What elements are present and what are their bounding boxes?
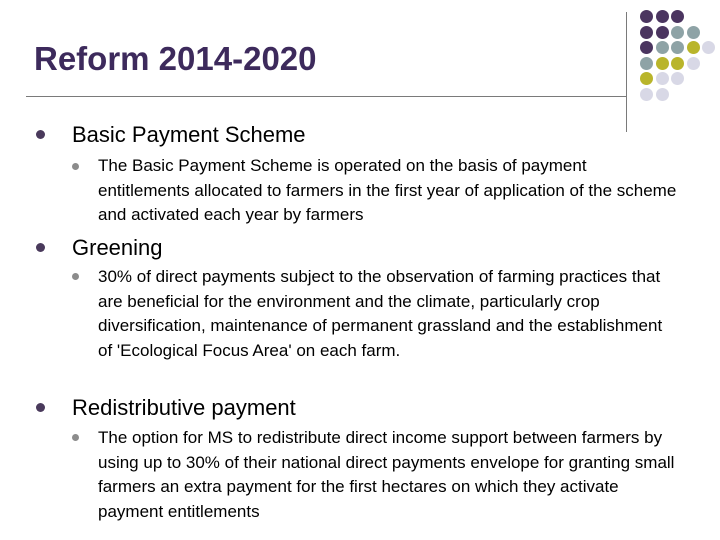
decorative-dot xyxy=(640,26,653,39)
decorative-dot xyxy=(640,72,653,85)
bullet-icon xyxy=(36,403,45,412)
sub-bullet-icon xyxy=(72,434,79,441)
decorative-dot xyxy=(687,41,700,54)
decorative-dot xyxy=(671,26,684,39)
vertical-divider xyxy=(626,12,627,132)
sub-bullet-icon xyxy=(72,273,79,280)
sub-bullet-icon xyxy=(72,163,79,170)
slide-title: Reform 2014-2020 xyxy=(34,40,317,77)
bullet-text-basic-payment: The Basic Payment Scheme is operated on the basis of payment entitlements allocated to farmers in the first year of application of the scheme and activated each year by farmers xyxy=(98,156,677,224)
bullet-heading-greening: Greening xyxy=(72,235,163,260)
title-divider xyxy=(26,96,626,97)
decorative-dot-grid xyxy=(640,10,720,120)
decorative-dot xyxy=(656,88,669,101)
decorative-dot xyxy=(671,41,684,54)
bullet-text-greening: 30% of direct payments subject to the observation of farming practices that are beneficial for the environment and the climate, particularly crop diversification, maintenance of permanent grassland and the establishment of 'Ecological Focus Area' on each farm. xyxy=(98,267,663,360)
decorative-dot xyxy=(656,57,669,70)
decorative-dot xyxy=(671,10,684,23)
decorative-dot xyxy=(702,41,715,54)
bullet-text-redistributive: The option for MS to redistribute direct income support between farmers by using up to 30% of their national direct payments envelope for granting small farmers an extra payment for the first hectares on which they activate payment entitlements xyxy=(98,428,675,521)
decorative-dot xyxy=(671,72,684,85)
decorative-dot xyxy=(687,26,700,39)
bullet-icon xyxy=(36,130,45,139)
decorative-dot xyxy=(640,10,653,23)
bullet-heading-basic-payment: Basic Payment Scheme xyxy=(72,122,306,147)
decorative-dot xyxy=(656,72,669,85)
bullet-icon xyxy=(36,243,45,252)
decorative-dot xyxy=(656,10,669,23)
decorative-dot xyxy=(656,26,669,39)
decorative-dot xyxy=(687,57,700,70)
decorative-dot xyxy=(640,41,653,54)
decorative-dot xyxy=(671,57,684,70)
decorative-dot xyxy=(640,57,653,70)
decorative-dot xyxy=(640,88,653,101)
bullet-heading-redistributive: Redistributive payment xyxy=(72,395,296,420)
decorative-dot xyxy=(656,41,669,54)
